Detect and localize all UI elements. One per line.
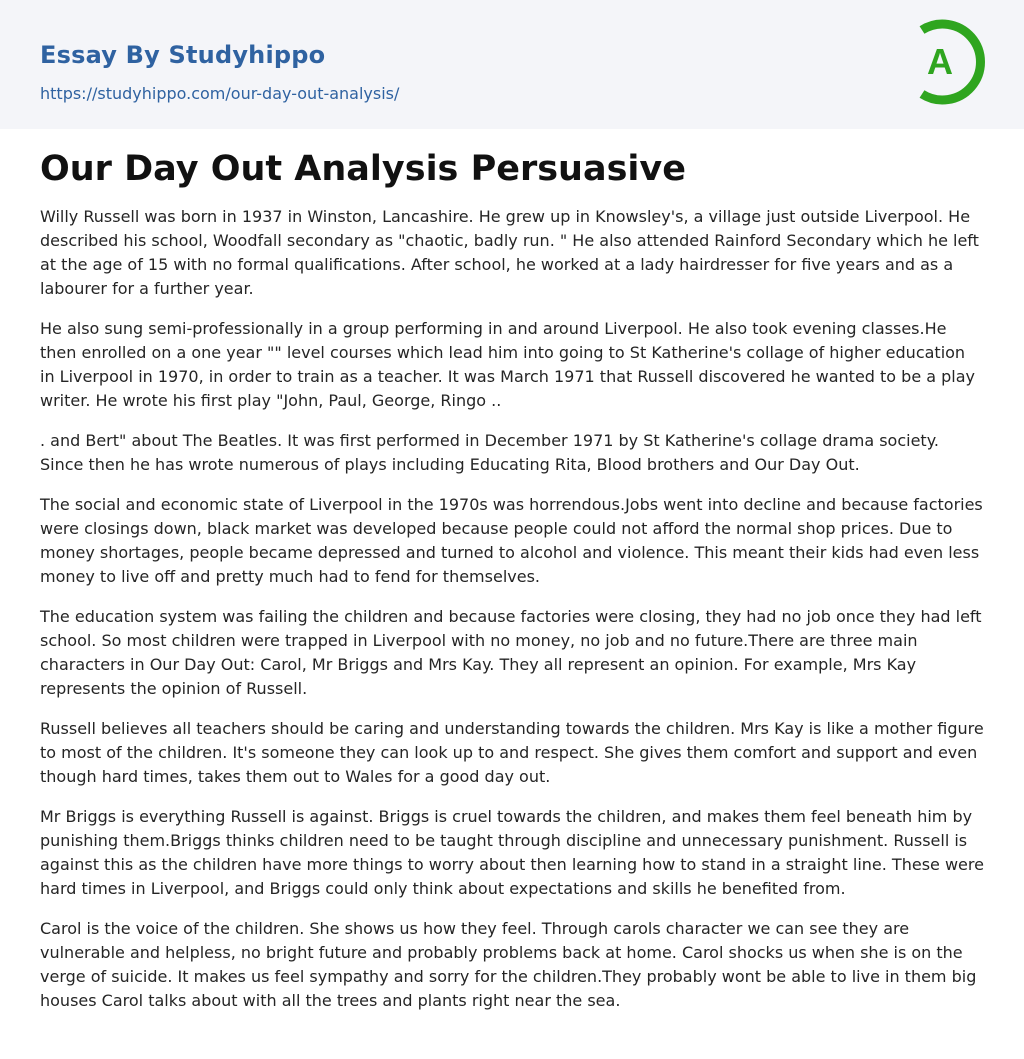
paragraph: Russell believes all teachers should be caring and understanding towards the children. Mrs Kay is like a mother figure to most of the children. It's someone they can look up to and respect. She gives them comfort and support and even though hard times, takes them out to Wales for a good day out. bbox=[40, 719, 984, 786]
paragraph: He also sung semi-professionally in a group performing in and around Liverpool. He also took evening classes.He then enrolled on a one year "" level courses which lead him into going to St Katherine's collage of higher education in Liverpool in 1970, in order to train as a teacher. It was March 1971 that Russell discovered he wanted to be a play writer. He wrote his first play "John, Paul, George, Ringo .. bbox=[40, 319, 976, 410]
paragraph: Carol is the voice of the children. She shows us how they feel. Through carols character we can see they are vulnerable and helpless, no bright future and probably problems back at home. Carol shocks us when she is on the verge of suicide. It makes us feel sympathy and sorry for the children.They probably wont be able to live in them big houses Carol talks about with all the trees and plants right near the sea. bbox=[40, 919, 977, 1010]
site-brand[interactable]: Essay By Studyhippo bbox=[40, 41, 326, 69]
logo-letter: A bbox=[927, 41, 953, 82]
paragraph: The education system was failing the children and because factories were closing, they had no job once they had left school. So most children were trapped in Liverpool with no money, no job and no future.There are three main characters in Our Day Out: Carol, Mr Briggs and Mrs Kay. They all represent an opinion. For example, Mrs Kay represents the opinion of Russell. bbox=[40, 607, 982, 698]
studyhippo-logo-icon[interactable] bbox=[908, 18, 988, 106]
page-title: Our Day Out Analysis Persuasive bbox=[40, 149, 686, 189]
paragraph: The social and economic state of Liverpool in the 1970s was horrendous.Jobs went into decline and because factories were closings down, black market was developed because people could not afford the normal shop prices. Due to money shortages, people became depressed and turned to alcohol and violence. This meant their kids had even less money to live off and pretty much had to fend for themselves. bbox=[40, 495, 983, 586]
site-header bbox=[0, 0, 1024, 129]
paragraph: . and Bert" about The Beatles. It was first performed in December 1971 by St Katherine's collage drama society. Since then he has wrote numerous of plays including Educating Rita, Blood brothers and Our Day Out. bbox=[40, 431, 939, 474]
page-url-link[interactable]: https://studyhippo.com/our-day-out-analysis/ bbox=[40, 84, 400, 103]
paragraph: Willy Russell was born in 1937 in Winston, Lancashire. He grew up in Knowsley's, a village just outside Liverpool. He described his school, Woodfall secondary as "chaotic, badly run. " He also attended Rainford Secondary which he left at the age of 15 with no formal qualifications. After school, he worked at a lady hairdresser for five years and as a labourer for a further year. bbox=[40, 207, 979, 298]
paragraph: Mr Briggs is everything Russell is against. Briggs is cruel towards the children, and makes them feel beneath him by punishing them.Briggs thinks children need to be taught through discipline and unnecessary punishment. Russell is against this as the children have more things to worry about then learning how to stand in a straight line. These were hard times in Liverpool, and Briggs could only think about expectations and skills he benefited from. bbox=[40, 807, 984, 898]
article bbox=[0, 147, 1024, 1013]
